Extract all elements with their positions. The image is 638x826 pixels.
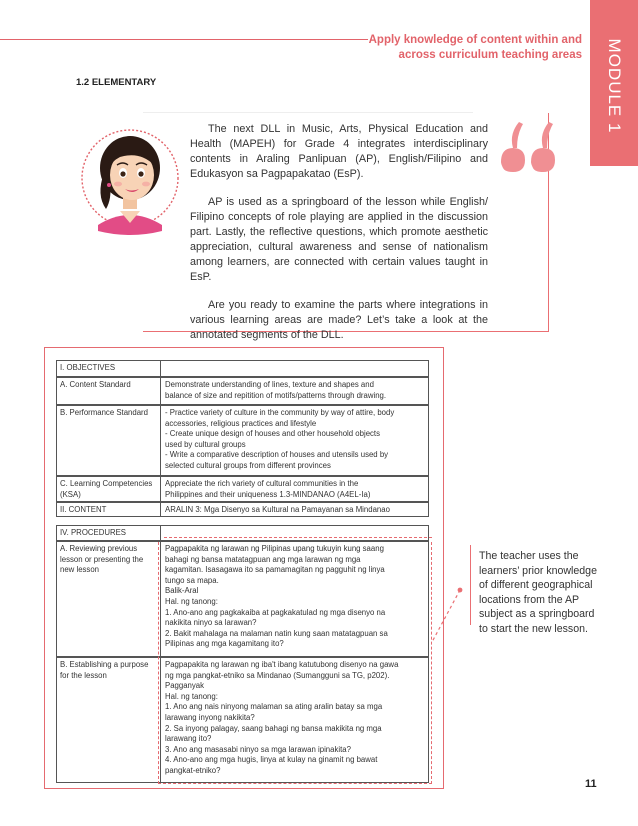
page-number: 11 <box>585 778 597 790</box>
text-line: - Practice variety of culture in the community by way of attire, body <box>165 408 395 417</box>
text-line: Hal. ng tanong: <box>165 691 218 701</box>
text-line: Philippines and their uniqueness 1.3-MINDANAO (A4EL-Ia) <box>165 489 371 499</box>
text-line: bahagi ng bansa matatagpuan ang mga larawan ng mga <box>165 554 361 564</box>
text-line: Hal. ng tanong: <box>165 596 218 606</box>
content-row <box>56 502 429 517</box>
learning-competencies-row <box>56 476 429 502</box>
text-line: - Create unique design of houses and other household objects <box>165 429 380 439</box>
reviewing-label: A. Reviewing previous lesson or presenting the new lesson <box>57 542 161 656</box>
header-rule <box>0 39 368 40</box>
text-line: kagamitan. Isasagawa ito sa pamamagitan ng pagguhit ng linya <box>165 565 385 575</box>
objectives-row <box>56 360 429 377</box>
header-title-line2: across curriculum teaching areas <box>398 49 582 61</box>
callout-pointer <box>428 586 464 646</box>
intro-text <box>190 122 488 356</box>
text-line: - Write a comparative description of houses and utensils used by <box>165 450 389 460</box>
content-label: II. CONTENT <box>57 503 161 516</box>
annotation-highlight <box>158 542 432 784</box>
module-tab <box>590 0 638 166</box>
content-standard-text <box>161 378 428 403</box>
procedures-header: IV. PROCEDURES <box>57 526 161 540</box>
performance-standard-row <box>56 405 429 476</box>
module-label: MODULE 1 <box>605 38 624 134</box>
text-line: pangkat-etniko? <box>165 765 221 775</box>
header-title <box>330 33 582 63</box>
text-line: Pilipinas ang mga kagamitang ito? <box>165 639 284 649</box>
text-line: 1. Ano ang nais ninyong malaman sa ating aralin batay sa mga <box>165 702 383 712</box>
text-line: ng mga pangkat-etniko sa Mindanao (Sumangguni sa TG, p202). <box>165 670 390 680</box>
quote-mark-icon <box>497 118 559 174</box>
content-standard-label: A. Content Standard <box>57 378 161 404</box>
text-line: selected cultural groups from different provinces <box>165 460 331 470</box>
text-line: 4. Ano-ano ang mga hugis, linya at kulay na ginamit ng bawat <box>165 755 378 765</box>
performance-standard-text <box>161 406 428 474</box>
text-line: balance of size and repitition of motifs/patterns through drawing. <box>165 390 387 400</box>
learning-competencies-text <box>161 477 428 502</box>
text-line: Demonstrate understanding of lines, texture and shapes and <box>165 380 374 389</box>
text-line: used by cultural groups <box>165 439 246 449</box>
performance-standard-label: B. Performance Standard <box>57 406 161 475</box>
section-title: 1.2 ELEMENTARY <box>76 77 157 88</box>
procedures-row <box>56 525 429 541</box>
text-line: tungo sa mapa. <box>165 575 219 585</box>
learning-competencies-label: C. Learning Competencies (KSA) <box>57 477 161 501</box>
text-line: Appreciate the rich variety of cultural communities in the <box>165 479 359 488</box>
content-text <box>161 503 428 518</box>
establishing-label: B. Establishing a purpose for the lesson <box>57 658 161 782</box>
text-line: larawang inyong nakikita? <box>165 712 255 722</box>
intro-paragraph-2: AP is used as a springboard of the lesson while English/ Filipino concepts of role playing are applied in the discussion part. Lastly, the reflective questions, which promote aesthetic appreciation, cultural awareness and sense of nationalism among learners, are connected with certain values taught in EsP. <box>190 196 488 283</box>
intro-paragraph-3: Are you ready to examine the parts where integrations in various learning areas are made? Let’s take a look at the annotated segments of the DLL. <box>190 299 488 341</box>
text-line: nakikita ninyo sa larawan? <box>165 618 257 628</box>
text-line: Pagganyak <box>165 681 205 691</box>
callout-rule <box>470 545 472 625</box>
text-line: Pagpapakita ng larawan ng iba't ibang katutubong disenyo na gawa <box>165 660 399 669</box>
annotation-dash-top <box>164 537 432 538</box>
intro-paragraph-1: The next DLL in Music, Arts, Physical Education and Health (MAPEH) for Grade 4 integrates interdisciplinary contents in Araling Panlipuan (AP), English/Filipino and Edukasyon sa Pagpapakatao (EsP). <box>190 123 488 180</box>
text-line: 1. Ano-ano ang pagkakaiba at pagkakatulad ng mga disenyo na <box>165 607 386 617</box>
text-line: Balik-Aral <box>165 586 199 596</box>
objectives-header: I. OBJECTIVES <box>57 361 161 376</box>
text-line: 2. Bakit mahalaga na malaman natin kung saan matatagpuan sa <box>165 628 388 638</box>
header-title-line1: Apply knowledge of content within and <box>368 34 582 46</box>
text-line: 3. Ano ang masasabi ninyo sa mga larawan ipinakita? <box>165 744 351 754</box>
text-line: larawang ito? <box>165 734 212 744</box>
callout-text: The teacher uses the learners’ prior knowledge of different geographical locations from the AP subject as a springboard to start the new lesson. <box>479 550 597 635</box>
text-line: ARALIN 3: Mga Disenyo sa Kultural na Pamayanan sa Mindanao <box>165 505 390 514</box>
text-line: Pagpapakita ng larawan ng Pilipinas upang tukuyin kung saang <box>165 544 384 553</box>
teacher-avatar-icon <box>80 113 180 243</box>
text-line: 2. Sa inyong palagay, saang bahagi ng bansa makikita ng mga <box>165 723 382 733</box>
content-standard-row <box>56 377 429 405</box>
text-line: accessories, religious practices and lifestyle <box>165 418 317 428</box>
